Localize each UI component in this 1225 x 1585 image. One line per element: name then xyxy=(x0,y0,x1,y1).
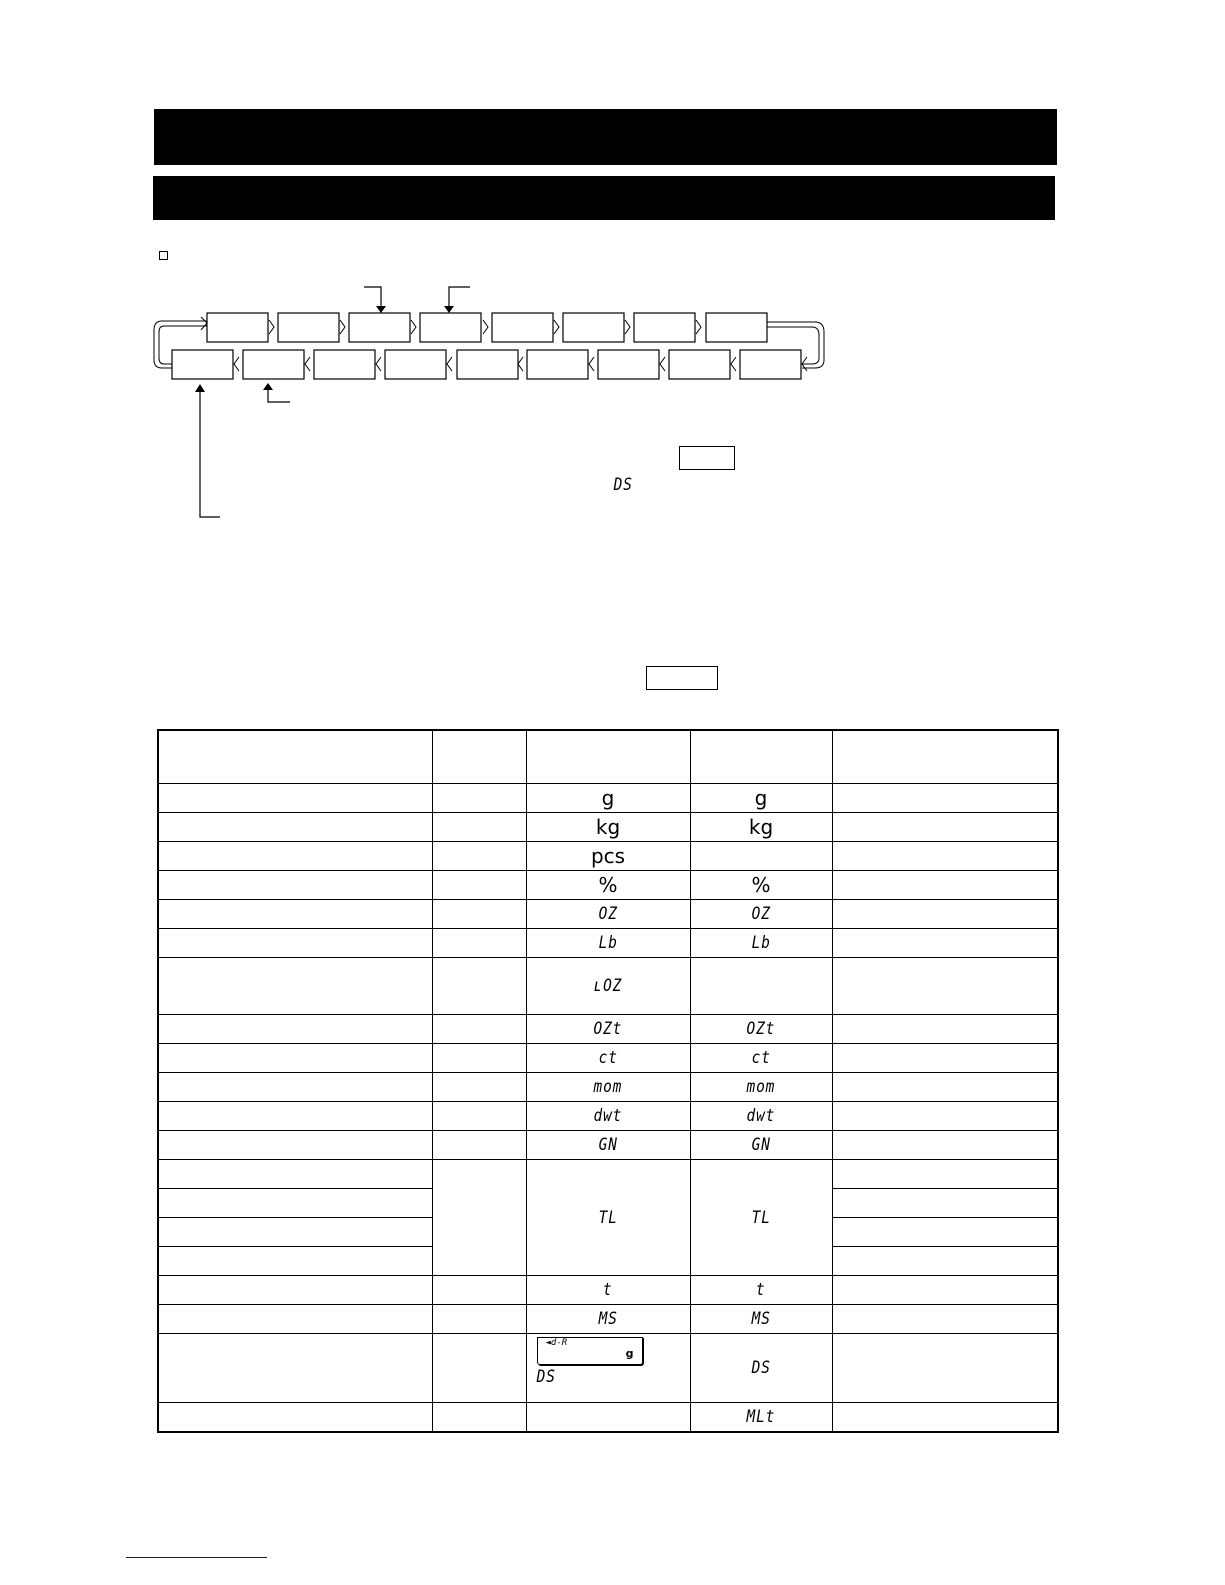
unit-display: mom xyxy=(746,1077,776,1097)
table-row xyxy=(158,1015,1058,1044)
unit-display: DS xyxy=(536,1367,556,1387)
unit-display: pcs xyxy=(590,844,626,868)
table-row xyxy=(158,1160,1058,1189)
unit-display: Lb xyxy=(751,933,771,953)
lcd-unit: g xyxy=(625,1347,634,1360)
table-row xyxy=(158,1044,1058,1073)
unit-display: ct xyxy=(751,1048,771,1068)
bottom-box xyxy=(598,350,659,379)
table-row xyxy=(158,929,1058,958)
unit-display: t xyxy=(603,1280,613,1300)
table-row xyxy=(158,958,1058,1015)
key-button-outline xyxy=(646,666,718,690)
unit-display: TL xyxy=(751,1207,771,1228)
header-cell xyxy=(690,730,832,784)
bottom-box xyxy=(314,350,375,379)
unit-display: kg xyxy=(595,815,621,839)
ds-display-mark: DS xyxy=(613,475,633,495)
unit-table xyxy=(157,729,1059,1433)
unit-display: g xyxy=(754,786,768,810)
unit-display: t xyxy=(756,1280,766,1300)
header-cell xyxy=(158,730,432,784)
bullet-square xyxy=(159,251,168,260)
unit-display: dwt xyxy=(746,1106,776,1126)
unit-display: dwt xyxy=(593,1106,623,1126)
unit-display: MLt xyxy=(746,1407,776,1427)
top-box xyxy=(492,313,553,342)
table-header-row xyxy=(158,730,1058,784)
bottom-box xyxy=(385,350,446,379)
lcd-top-text: ◄d-R xyxy=(545,1338,568,1348)
unit-display: MS xyxy=(751,1309,771,1329)
table-row xyxy=(158,784,1058,813)
subheader-bar xyxy=(153,176,1055,220)
top-box xyxy=(563,313,624,342)
bottom-box xyxy=(527,350,588,379)
bottom-box xyxy=(243,350,304,379)
bottom-box xyxy=(457,350,518,379)
table-row xyxy=(158,1334,1058,1403)
lcd-display-sample xyxy=(537,1337,643,1365)
unit-cycle-diagram xyxy=(140,280,840,525)
unit-display: % xyxy=(751,873,771,897)
top-box xyxy=(278,313,339,342)
unit-display: TL xyxy=(598,1207,618,1228)
footer-link-underline[interactable] xyxy=(126,1557,267,1558)
top-box xyxy=(420,313,481,342)
table-row xyxy=(158,1305,1058,1334)
unit-display: OZt xyxy=(593,1019,623,1039)
table-row xyxy=(158,1131,1058,1160)
unit-display: Lb xyxy=(598,933,618,953)
table-row xyxy=(158,1102,1058,1131)
unit-display: % xyxy=(598,873,618,897)
table-row xyxy=(158,1073,1058,1102)
header-cell xyxy=(432,730,526,784)
unit-display: OZ xyxy=(751,904,771,924)
unit-display: GN xyxy=(598,1135,618,1155)
header-cell xyxy=(526,730,690,784)
top-box xyxy=(207,313,268,342)
table-row xyxy=(158,842,1058,871)
unit-display: GN xyxy=(751,1135,771,1155)
unit-display: ʟOZ xyxy=(593,976,623,996)
unit-display: OZt xyxy=(746,1019,776,1039)
header-bar xyxy=(154,109,1057,165)
unit-display: MS xyxy=(598,1309,618,1329)
table-row xyxy=(158,900,1058,929)
top-box xyxy=(634,313,695,342)
table-row xyxy=(158,871,1058,900)
top-box xyxy=(349,313,410,342)
bottom-box xyxy=(740,350,801,379)
table-row xyxy=(158,1403,1058,1433)
header-cell xyxy=(832,730,1058,784)
table-row xyxy=(158,813,1058,842)
unit-display: mom xyxy=(593,1077,623,1097)
table-row xyxy=(158,1276,1058,1305)
unit-display: ct xyxy=(598,1048,618,1068)
top-box xyxy=(706,313,767,342)
bottom-box xyxy=(669,350,730,379)
bottom-box xyxy=(172,350,233,379)
unit-display: kg xyxy=(748,815,774,839)
unit-display: OZ xyxy=(598,904,618,924)
unit-display: g xyxy=(601,786,615,810)
key-button-outline xyxy=(679,446,735,470)
unit-display: DS xyxy=(751,1358,771,1378)
